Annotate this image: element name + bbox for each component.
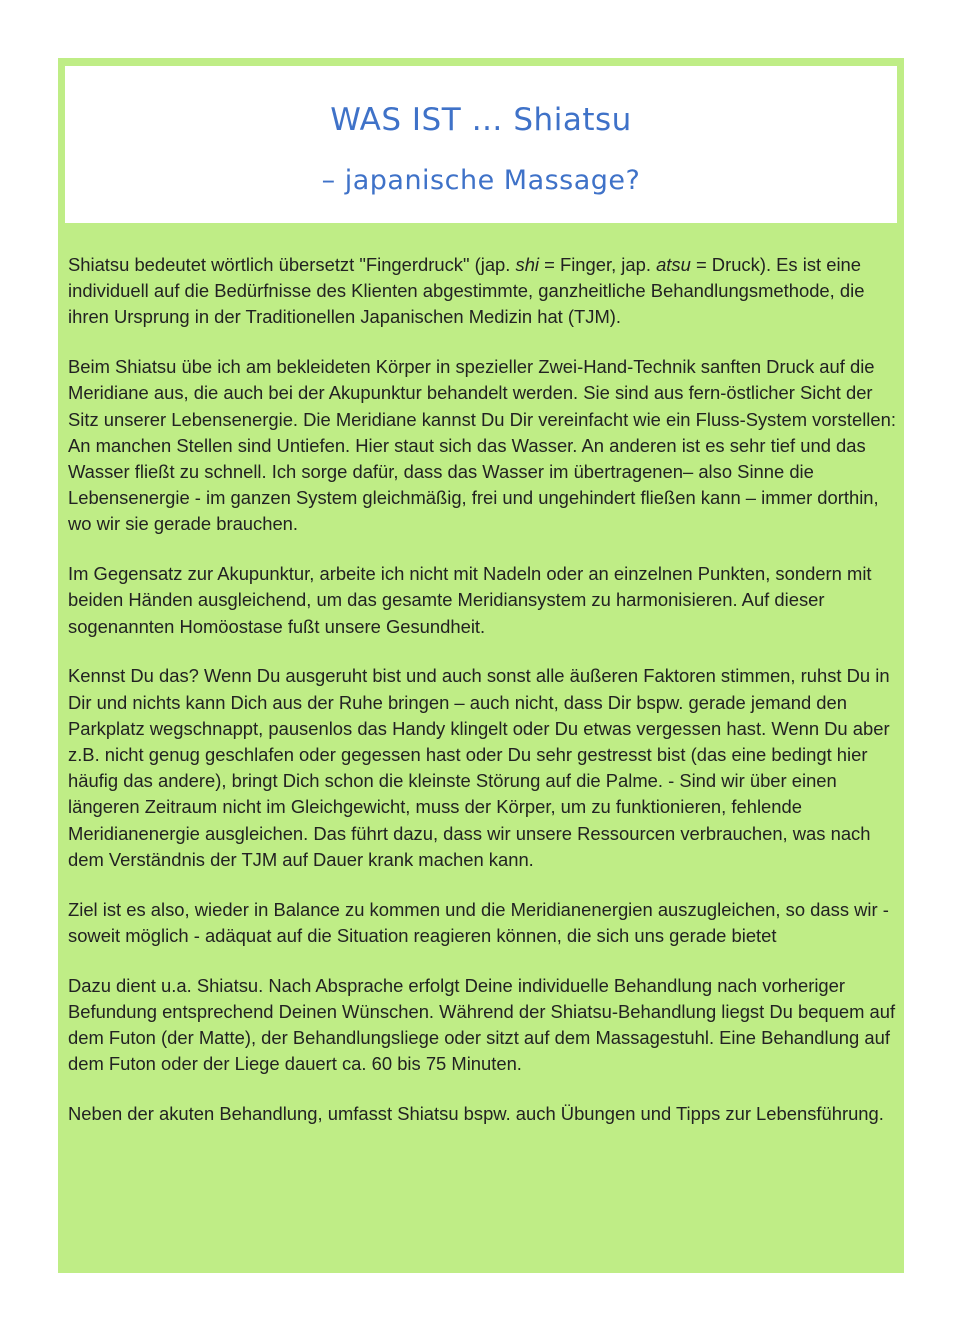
content-panel xyxy=(58,58,904,1273)
term-shi: shi xyxy=(515,254,540,275)
paragraph-6: Dazu dient u.a. Shiatsu. Nach Absprache erfolgt Deine individuelle Behandlung nach vorheriger Befundung entsprechend Deinen Wünschen. Während der Shiatsu-Behandlung liegst Du bequem auf dem Futon (der Matte), der Behandlungsliege oder sitzt auf dem Massagestuhl. Eine Behandlung auf dem Futon oder der Liege dauert ca. 60 bis 75 Minuten. xyxy=(68,974,896,1075)
title-box xyxy=(65,66,897,223)
page-title: WAS IST … Shiatsu xyxy=(330,102,632,138)
paragraph-1-part-a: Shiatsu bedeutet wörtlich übersetzt "Fingerdruck" (jap. xyxy=(68,254,516,275)
term-atsu: atsu xyxy=(656,254,691,275)
paragraph-5: Ziel ist es also, wieder in Balance zu kommen und die Meridianenergien auszugleichen, so dass wir - soweit möglich - adäquat auf die Situation reagieren können, die sich uns gerade bietet xyxy=(68,898,889,946)
article-body xyxy=(68,252,898,1151)
page-subtitle: – japanische Massage? xyxy=(321,165,641,196)
paragraph-1 xyxy=(68,252,898,331)
paragraph-1-part-b: = Finger, jap. xyxy=(539,254,657,275)
paragraph-1-part-c: = Druck). Es ist eine individuell auf die Bedürfnisse des Klienten abgestimmte, ganzheitliche Behandlungsmethode, die ihren Ursprung in der Traditionellen Japanischen Medizin hat (TJM). xyxy=(68,254,865,328)
paragraph-7: Neben der akuten Behandlung, umfasst Shiatsu bspw. auch Übungen und Tipps zur Lebensführung. xyxy=(68,1103,884,1125)
paragraph-4: Kennst Du das? Wenn Du ausgeruht bist und auch sonst alle äußeren Faktoren stimmen, ruhst Du in Dir und nichts kann Dich aus der Ruhe bringen – auch nicht, dass Dir bspw. gerade jemand den Parkplatz wegschnappt, pausenlos das Handy klingelt oder Du etwas vergessen hast. Wenn Du aber z.B. nicht genug geschlafen oder gegessen hast oder Du sehr gestresst bist (das eine bedingt hier häufig das andere), bringt Dich schon die kleinste Störung auf die Palme. - Sind wir über einen längeren Zeitraum nicht im Gleichgewicht, muss der Körper, um zu funktionieren, fehlende Meridianenergie ausgleichen. Das führt dazu, dass wir unsere Ressourcen verbrauchen, was nach dem Verständnis der TJM auf Dauer krank machen kann. xyxy=(68,665,890,870)
paragraph-3: Im Gegensatz zur Akupunktur, arbeite ich nicht mit Nadeln oder an einzelnen Punkten, sondern mit beiden Händen ausgleichend, um das gesamte Meridiansystem zu harmonisieren. Auf dieser sogenannten Homöostase fußt unsere Gesundheit. xyxy=(68,563,872,637)
paragraph-2: Beim Shiatsu übe ich am bekleideten Körper in spezieller Zwei-Hand-Technik sanften Druck auf die Meridiane aus, die auch bei der Akupunktur behandelt werden. Sie sind aus fern-östlicher Sicht der Sitz unserer Lebensenergie. Die Meridiane kannst Du Dir vereinfacht wie ein Fluss-System vorstellen: An manchen Stellen sind Untiefen. Hier staut sich das Wasser. An anderen ist es sehr tief und das Wasser fließt zu schnell. Ich sorge dafür, dass das Wasser im übertragenen– also Sinne die Lebensenergie - im ganzen System gleichmäßig, frei und ungehindert fließen kann – immer dorthin, wo wir sie gerade brauchen. xyxy=(68,356,896,535)
